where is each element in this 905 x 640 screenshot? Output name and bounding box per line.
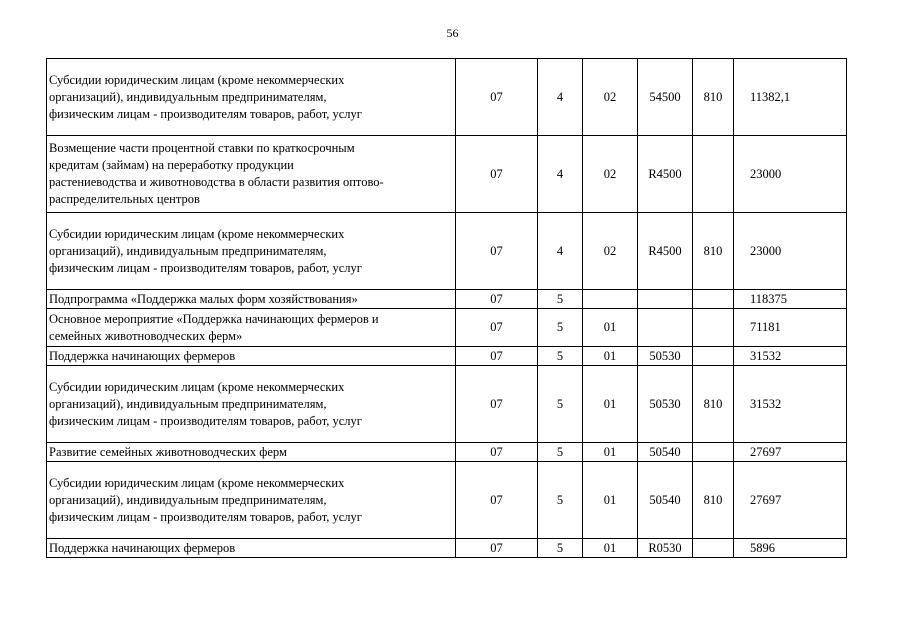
cell-amount: 27697	[734, 443, 847, 462]
cell-target-article	[638, 309, 693, 347]
cell-program: 01	[583, 309, 638, 347]
cell-program: 02	[583, 136, 638, 213]
cell-target-article: 50530	[638, 347, 693, 366]
cell-amount: 71181	[734, 309, 847, 347]
cell-section: 07	[456, 290, 538, 309]
cell-expense-type	[693, 539, 734, 558]
table-row	[47, 366, 847, 443]
cell-subsection: 5	[538, 366, 583, 443]
cell-subsection: 5	[538, 347, 583, 366]
cell-expense-type	[693, 443, 734, 462]
cell-amount: 118375	[734, 290, 847, 309]
cell-subsection: 5	[538, 309, 583, 347]
table-row	[47, 443, 847, 462]
cell-expense-type: 810	[693, 59, 734, 136]
row-name: Развитие семейных животноводческих ферм	[47, 443, 456, 462]
row-name: Возмещение части процентной ставки по краткосрочным кредитам (займам) на переработку продукции растениеводства и животноводства в области развития оптово- распределительных центров	[47, 136, 456, 213]
cell-expense-type: 810	[693, 213, 734, 290]
cell-section: 07	[456, 213, 538, 290]
cell-expense-type	[693, 136, 734, 213]
table-row	[47, 309, 847, 347]
cell-amount: 5896	[734, 539, 847, 558]
cell-expense-type: 810	[693, 366, 734, 443]
row-name: Субсидии юридическим лицам (кроме некоммерческих организаций), индивидуальным предпринимателям, физическим лицам - производителям товаров, работ, услуг	[47, 366, 456, 443]
cell-subsection: 5	[538, 462, 583, 539]
cell-subsection: 5	[538, 539, 583, 558]
cell-target-article: 54500	[638, 59, 693, 136]
cell-program: 01	[583, 462, 638, 539]
row-name: Поддержка начинающих фермеров	[47, 347, 456, 366]
cell-amount: 11382,1	[734, 59, 847, 136]
cell-target-article: R0530	[638, 539, 693, 558]
row-name: Основное мероприятие «Поддержка начинающих фермеров и семейных животноводческих ферм»	[47, 309, 456, 347]
cell-target-article: 50540	[638, 443, 693, 462]
cell-program: 01	[583, 366, 638, 443]
row-name: Субсидии юридическим лицам (кроме некоммерческих организаций), индивидуальным предпринимателям, физическим лицам - производителям товаров, работ, услуг	[47, 59, 456, 136]
budget-table	[46, 58, 847, 558]
cell-target-article: R4500	[638, 213, 693, 290]
table-row	[47, 347, 847, 366]
cell-subsection: 4	[538, 136, 583, 213]
cell-program: 02	[583, 59, 638, 136]
cell-expense-type	[693, 290, 734, 309]
cell-program: 01	[583, 347, 638, 366]
table-row	[47, 539, 847, 558]
cell-section: 07	[456, 59, 538, 136]
row-name: Подпрограмма «Поддержка малых форм хозяйствования»	[47, 290, 456, 309]
cell-section: 07	[456, 443, 538, 462]
cell-program: 02	[583, 213, 638, 290]
cell-expense-type: 810	[693, 462, 734, 539]
cell-target-article: 50530	[638, 366, 693, 443]
cell-target-article: 50540	[638, 462, 693, 539]
cell-section: 07	[456, 136, 538, 213]
table-row	[47, 290, 847, 309]
cell-subsection: 4	[538, 213, 583, 290]
cell-program	[583, 290, 638, 309]
cell-subsection: 5	[538, 443, 583, 462]
cell-subsection: 4	[538, 59, 583, 136]
cell-expense-type	[693, 347, 734, 366]
cell-section: 07	[456, 347, 538, 366]
cell-amount: 23000	[734, 213, 847, 290]
cell-expense-type	[693, 309, 734, 347]
cell-section: 07	[456, 366, 538, 443]
page-number: 56	[446, 26, 459, 40]
table-row	[47, 213, 847, 290]
cell-amount: 23000	[734, 136, 847, 213]
cell-program: 01	[583, 443, 638, 462]
row-name: Субсидии юридическим лицам (кроме некоммерческих организаций), индивидуальным предпринимателям, физическим лицам - производителям товаров, работ, услуг	[47, 213, 456, 290]
cell-subsection: 5	[538, 290, 583, 309]
cell-amount: 31532	[734, 366, 847, 443]
table-row	[47, 59, 847, 136]
cell-target-article	[638, 290, 693, 309]
cell-section: 07	[456, 309, 538, 347]
cell-amount: 31532	[734, 347, 847, 366]
table-row	[47, 462, 847, 539]
cell-section: 07	[456, 462, 538, 539]
row-name: Субсидии юридическим лицам (кроме некоммерческих организаций), индивидуальным предпринимателям, физическим лицам - производителям товаров, работ, услуг	[47, 462, 456, 539]
cell-section: 07	[456, 539, 538, 558]
row-name: Поддержка начинающих фермеров	[47, 539, 456, 558]
cell-program: 01	[583, 539, 638, 558]
cell-target-article: R4500	[638, 136, 693, 213]
table-row	[47, 136, 847, 213]
cell-amount: 27697	[734, 462, 847, 539]
